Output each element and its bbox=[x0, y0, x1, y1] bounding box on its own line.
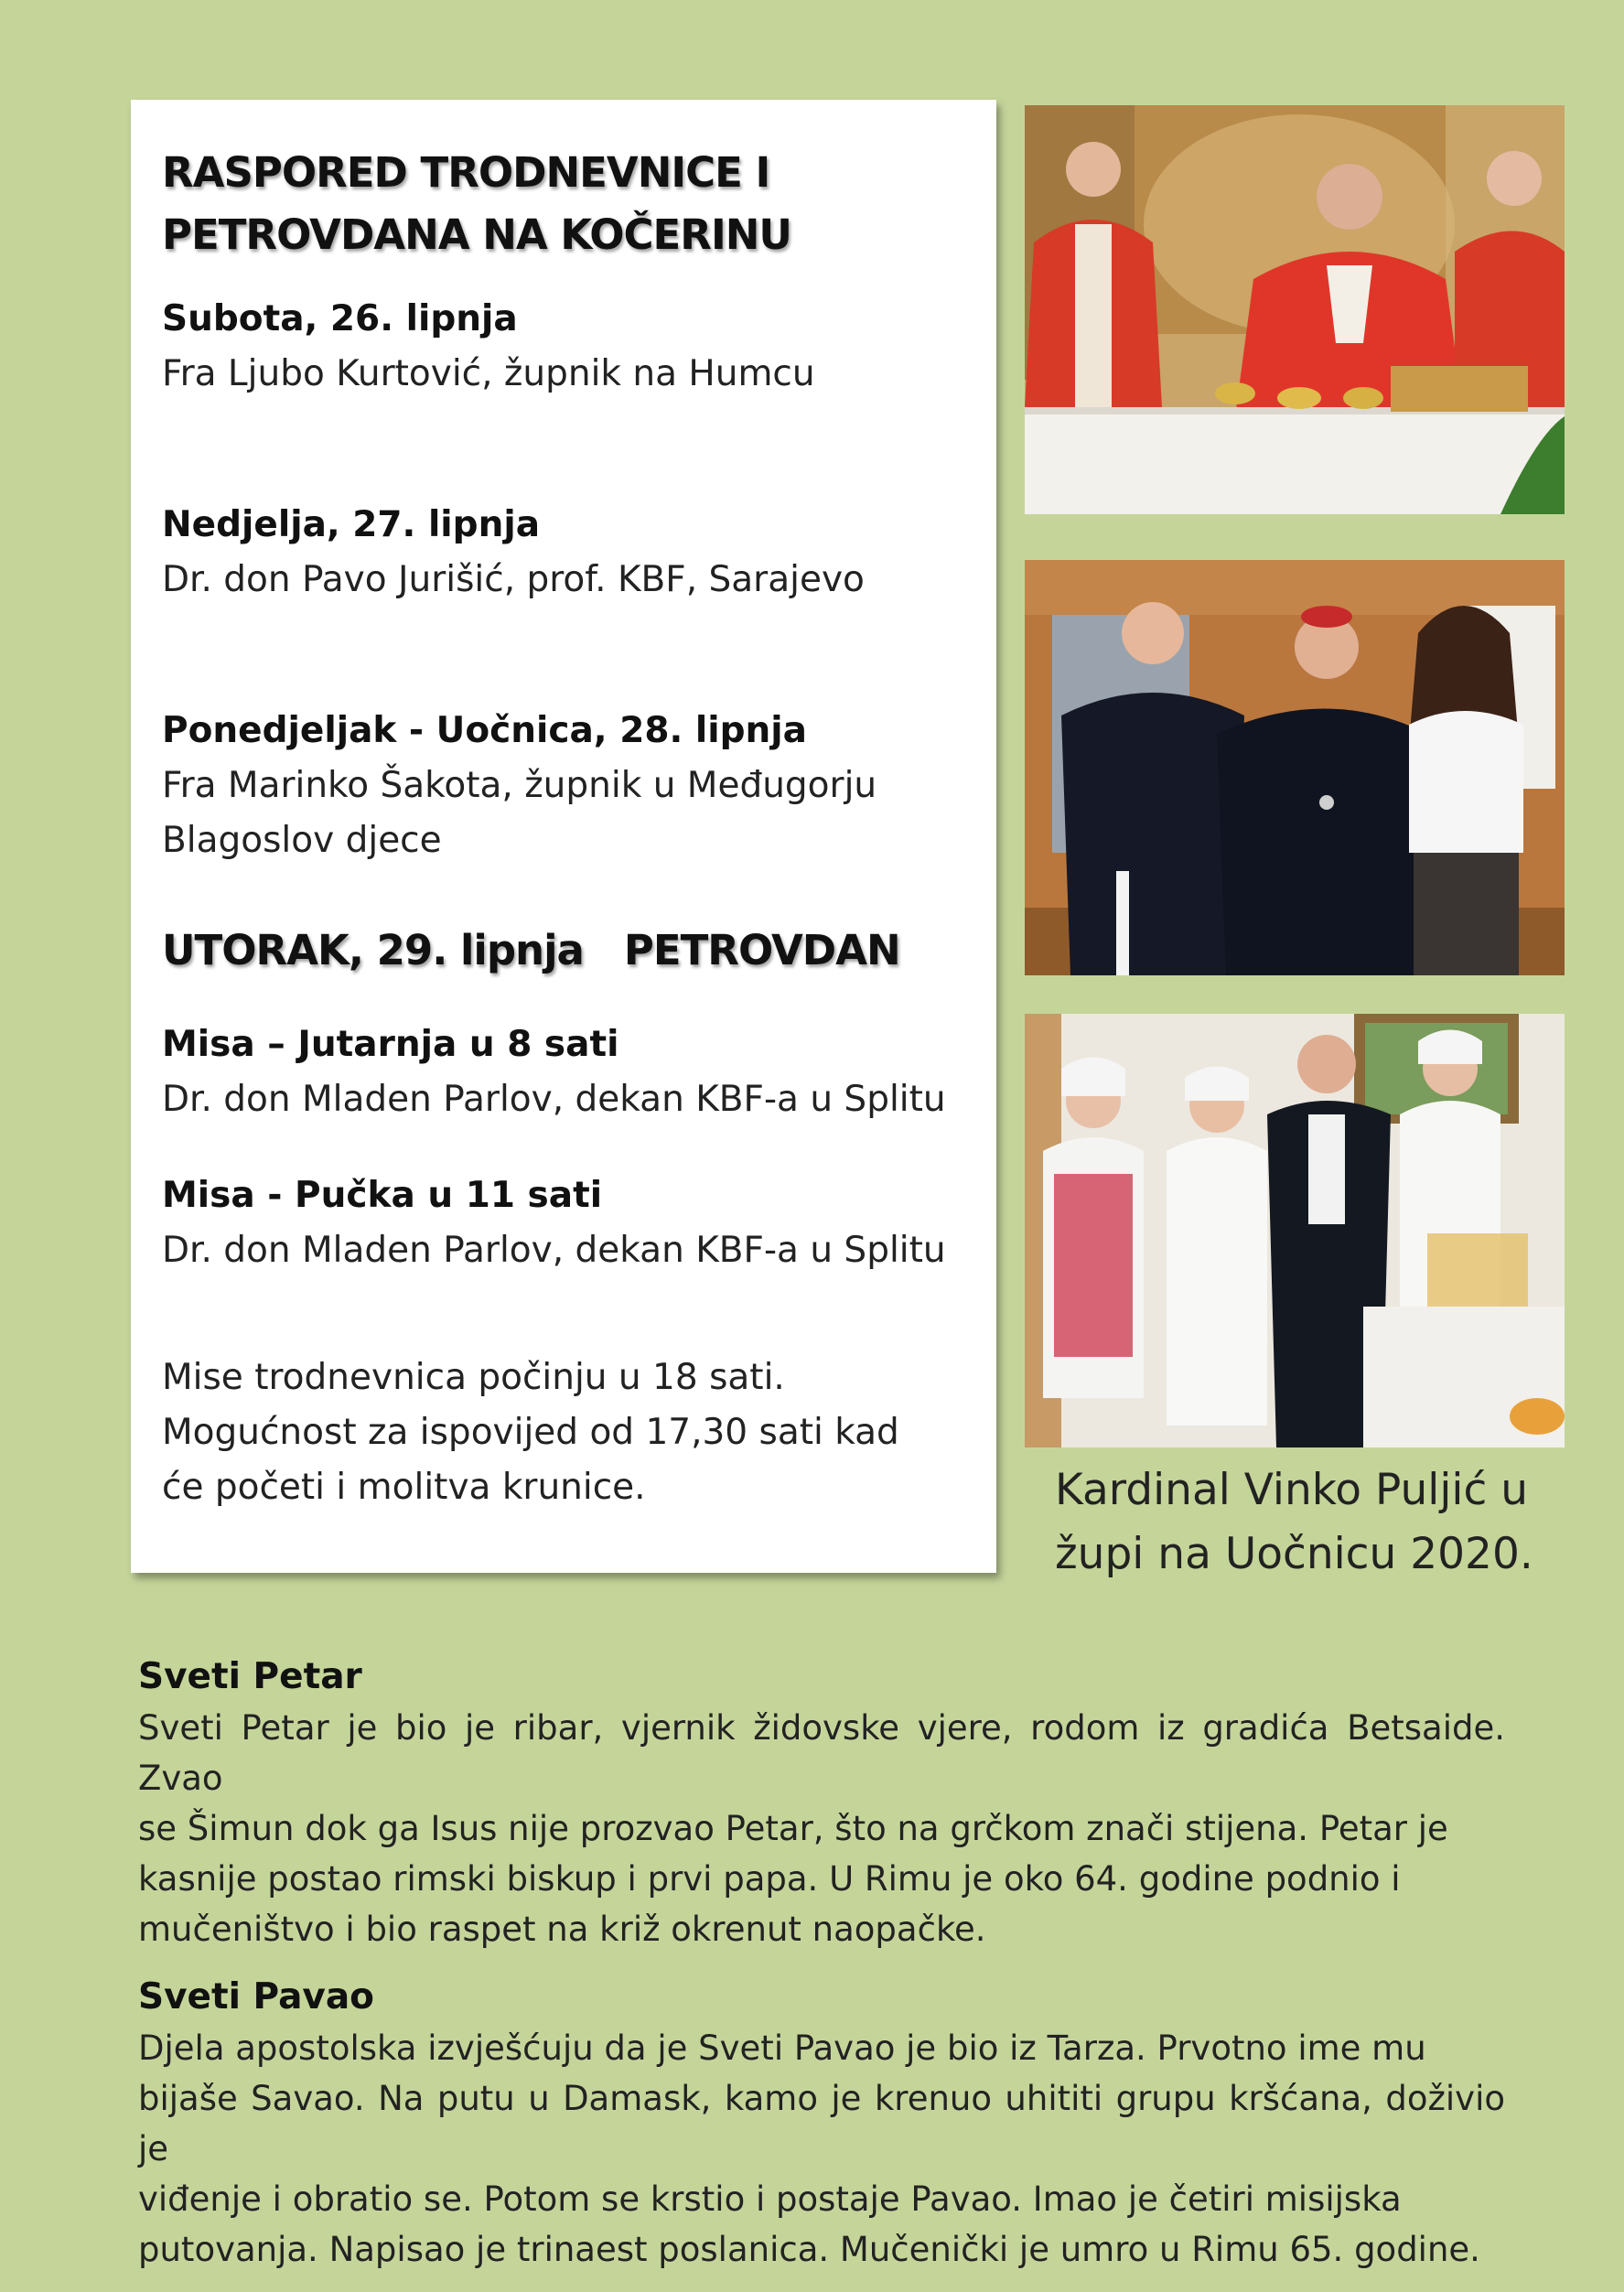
article-line: putovanja. Napisao je trinaest poslanica. Mučenički je umro u Rimu 65. godine. bbox=[138, 2230, 1480, 2269]
mass-line: Dr. don Mladen Parlov, dekan KBF-a u Splitu bbox=[162, 1079, 946, 1120]
mass-title: Misa - Pučka u 11 sati bbox=[162, 1175, 603, 1216]
photo-cardinal-group bbox=[1025, 560, 1565, 975]
photo-caption bbox=[1055, 1458, 1604, 1587]
photo-mass-altar bbox=[1025, 105, 1565, 514]
note-line: će početi i molitva krunice. bbox=[162, 1467, 646, 1508]
day-line: Fra Ljubo Kurtović, župnik na Humcu bbox=[162, 353, 815, 394]
note-line: Mise trodnevnica počinju u 18 sati. bbox=[162, 1357, 785, 1398]
article-line: se Šimun dok ga Isus nije prozvao Petar, što na grčkom znači stijena. Petar je bbox=[138, 1809, 1448, 1848]
article-sveti-pavao bbox=[138, 1972, 1505, 2275]
day-line: Blagoslov djece bbox=[162, 820, 442, 861]
article-sveti-petar bbox=[138, 1652, 1505, 1954]
photo-cardinal-sisters bbox=[1025, 1014, 1565, 1447]
caption-line: Kardinal Vinko Puljić u bbox=[1055, 1465, 1529, 1515]
article-body bbox=[138, 2023, 1505, 2275]
caption-line: župi na Uočnicu 2020. bbox=[1055, 1529, 1533, 1579]
schedule-note bbox=[162, 1350, 967, 1515]
article-line: bijaše Savao. Na putu u Damask, kamo je krenuo uhititi grupu kršćana, doživio je bbox=[138, 2079, 1505, 2168]
schedule-heading-line2: PETROVDANA NA KOČERINU bbox=[162, 210, 791, 259]
day-sunday bbox=[162, 498, 967, 608]
article-line: mučeništvo i bio raspet na križ okrenut naopačke. bbox=[138, 1910, 986, 1949]
day-title: Ponedjeljak - Uočnica, 28. lipnja bbox=[162, 710, 807, 751]
article-title: Sveti Pavao bbox=[138, 1976, 374, 2018]
article-line: Sveti Petar je bio je ribar, vjernik židovske vjere, rodom iz gradića Betsaide. Zvao bbox=[138, 1708, 1505, 1798]
day-monday bbox=[162, 704, 967, 868]
note-line: Mogućnost za ispovijed od 17,30 sati kad bbox=[162, 1412, 899, 1453]
day-saturday bbox=[162, 292, 967, 402]
feast-heading: UTORAK, 29. lipnja PETROVDAN bbox=[162, 926, 900, 974]
schedule-box bbox=[131, 100, 996, 1573]
day-title: Nedjelja, 27. lipnja bbox=[162, 504, 541, 545]
day-line: Fra Marinko Šakota, župnik u Međugorju bbox=[162, 765, 877, 806]
article-line: viđenje i obratio se. Potom se krstio i postaje Pavao. Imao je četiri misijska bbox=[138, 2179, 1402, 2219]
mass-morning bbox=[162, 1017, 967, 1127]
schedule-heading-line1: RASPORED TRODNEVNICE I bbox=[162, 148, 770, 197]
schedule-heading bbox=[162, 142, 857, 266]
article-body bbox=[138, 1703, 1505, 1954]
mass-title: Misa – Jutarnja u 8 sati bbox=[162, 1024, 619, 1065]
article-title: Sveti Petar bbox=[138, 1656, 362, 1697]
mass-line: Dr. don Mladen Parlov, dekan KBF-a u Splitu bbox=[162, 1230, 946, 1271]
day-line: Dr. don Pavo Jurišić, prof. KBF, Sarajevo bbox=[162, 559, 865, 600]
mass-noon bbox=[162, 1168, 967, 1278]
day-title: Subota, 26. lipnja bbox=[162, 298, 518, 339]
article-line: kasnije postao rimski biskup i prvi papa. U Rimu je oko 64. godine podnio i bbox=[138, 1859, 1401, 1899]
article-line: Djela apostolska izvješćuju da je Sveti Pavao je bio iz Tarza. Prvotno ime mu bbox=[138, 2028, 1426, 2068]
